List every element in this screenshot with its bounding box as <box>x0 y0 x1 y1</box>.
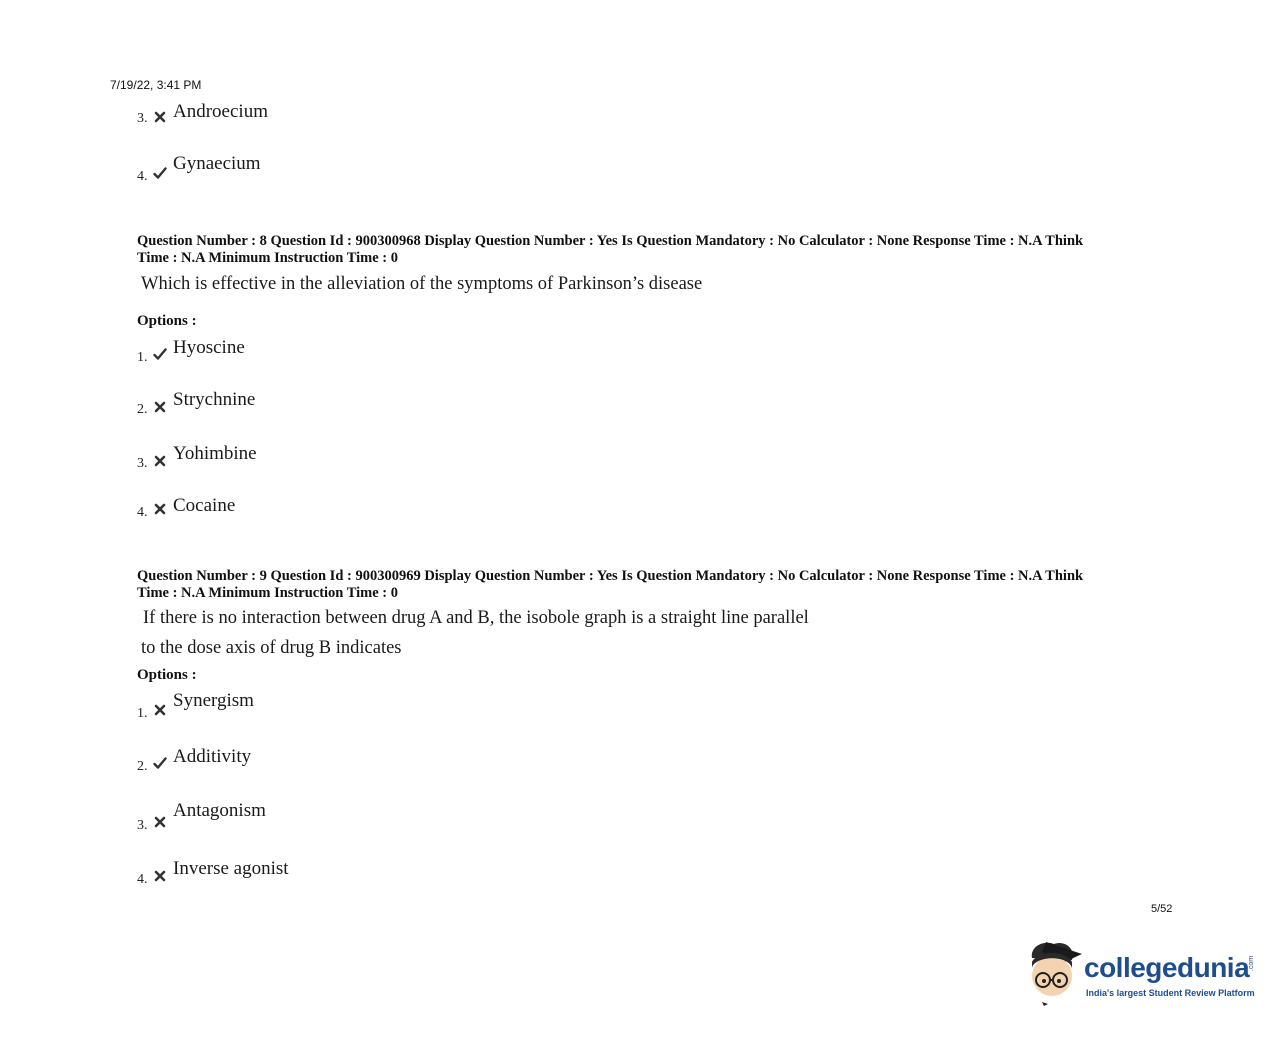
option-text: Hyoscine <box>173 337 245 358</box>
check-icon <box>153 347 167 361</box>
option-number: 1. <box>137 706 148 721</box>
options-label: Options : <box>137 313 197 329</box>
cross-icon <box>153 815 167 829</box>
question-meta-line: Question Number : 8 Question Id : 900300968 Display Question Number : Yes Is Question Mandatory : No Calculator : None Response Time : N.A Think <box>137 233 1084 249</box>
cross-icon <box>153 869 167 883</box>
question-meta-line: Question Number : 9 Question Id : 900300969 Display Question Number : Yes Is Question Mandatory : No Calculator : None Response Time : N.A Think <box>137 568 1084 584</box>
cross-icon <box>153 400 167 414</box>
option-text: Strychnine <box>173 389 256 410</box>
option-text: Additivity <box>173 746 252 767</box>
question-text: Which is effective in the alleviation of the symptoms of Parkinson’s disease <box>141 274 703 294</box>
logo-suffix: .com <box>1248 955 1256 972</box>
print-timestamp: 7/19/22, 3:41 PM <box>110 78 202 92</box>
option-text: Inverse agonist <box>173 858 289 879</box>
question-text: If there is no interaction between drug A and B, the isobole graph is a straight line parallel <box>143 608 809 628</box>
options-label: Options : <box>137 667 197 683</box>
option-number: 1. <box>137 350 148 365</box>
logo-tagline: India's largest Student Review Platform <box>1086 988 1255 998</box>
option-text: Synergism <box>173 690 254 711</box>
mascot-icon <box>1022 938 1084 1008</box>
collegedunia-logo <box>1022 938 1262 1010</box>
option-number: 4. <box>137 872 148 887</box>
question-meta-line: Time : N.A Minimum Instruction Time : 0 <box>137 585 399 601</box>
question-meta <box>137 568 1137 602</box>
option-text: Androecium <box>173 101 268 122</box>
option-text: Gynaecium <box>173 153 261 174</box>
option-number: 3. <box>137 818 148 833</box>
cross-icon <box>153 454 167 468</box>
question-meta <box>137 233 1137 267</box>
option-text: Yohimbine <box>173 443 257 464</box>
option-text: Antagonism <box>173 800 266 821</box>
option-number: 4. <box>137 505 148 520</box>
page-number: 5/52 <box>1151 903 1173 915</box>
option-text: Cocaine <box>173 495 236 516</box>
option-number: 2. <box>137 402 148 417</box>
logo-wordmark: collegedunia <box>1084 952 1250 983</box>
cross-icon <box>153 502 167 516</box>
option-number: 4. <box>137 169 148 184</box>
option-number: 3. <box>137 456 148 471</box>
check-icon <box>153 756 167 770</box>
option-number: 3. <box>137 111 148 126</box>
cross-icon <box>153 703 167 717</box>
question-text: to the dose axis of drug B indicates <box>141 638 402 658</box>
option-number: 2. <box>137 759 148 774</box>
check-icon <box>153 166 167 180</box>
cross-icon <box>153 110 167 124</box>
question-meta-line: Time : N.A Minimum Instruction Time : 0 <box>137 250 399 266</box>
